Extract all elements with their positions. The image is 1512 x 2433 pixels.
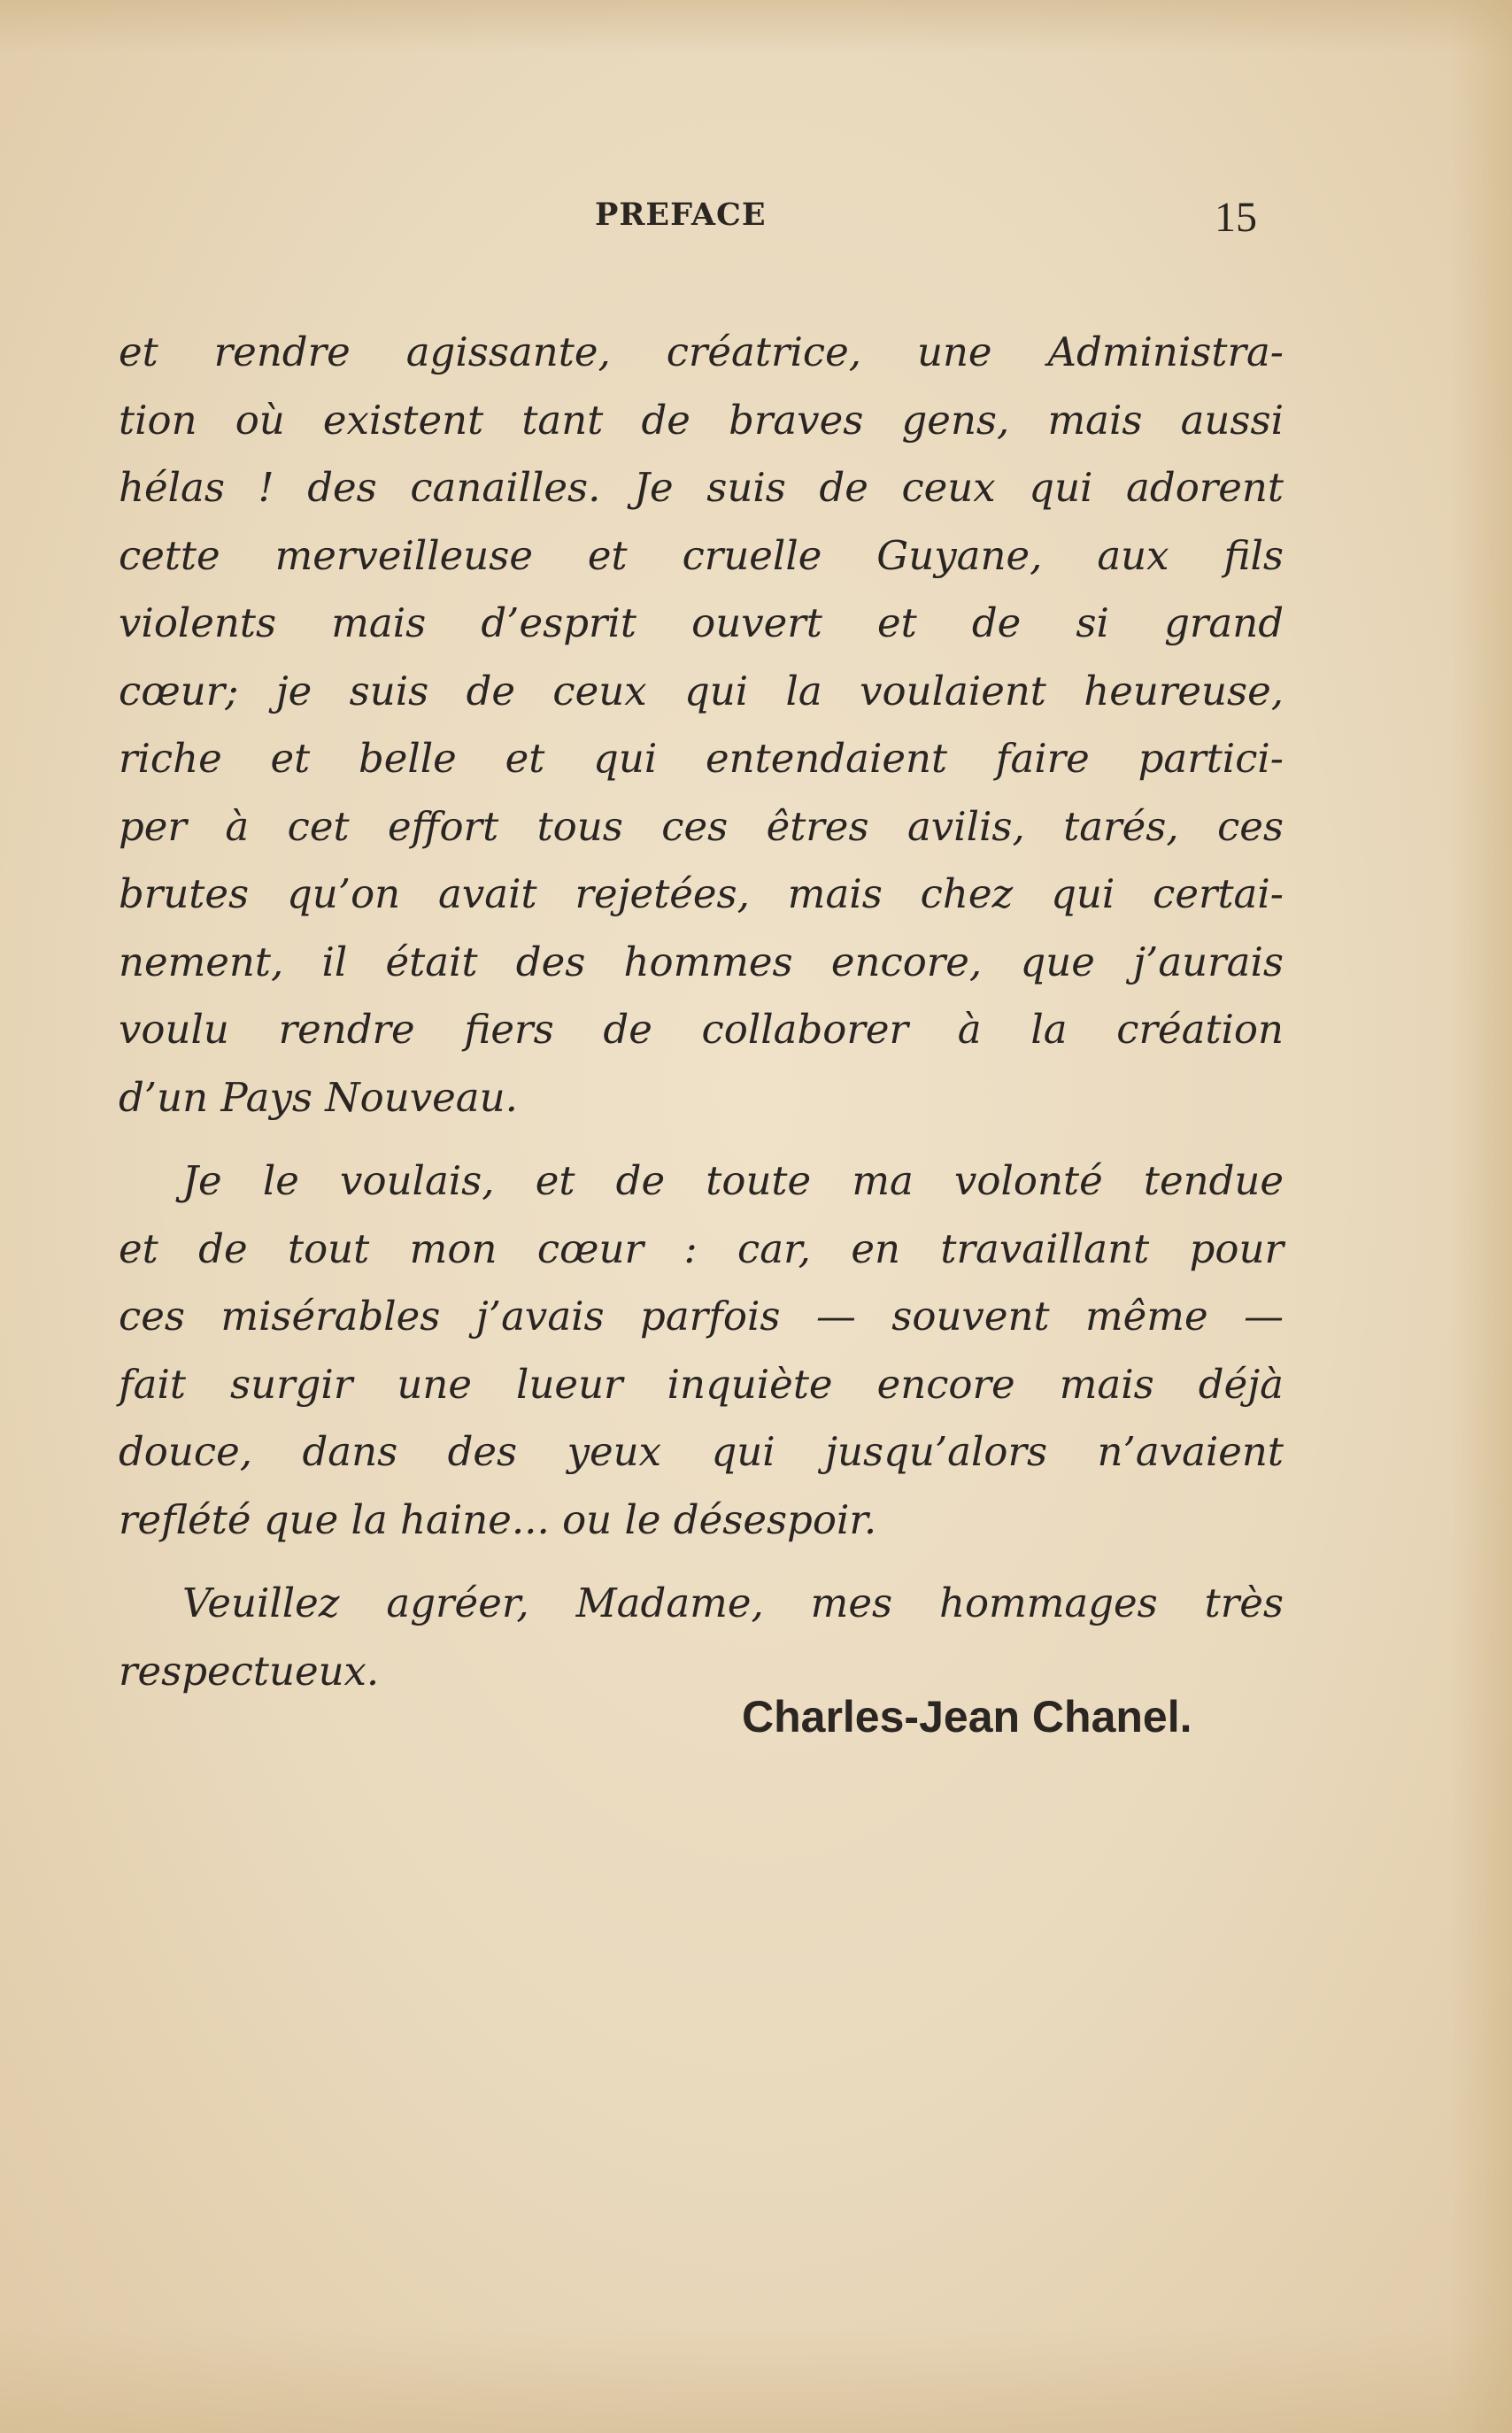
text-line: respectueux. (119, 1647, 380, 1695)
paragraph-gap (119, 1554, 1284, 1570)
text-line: Je le voulais, et de toute ma volonté tendue (182, 1157, 1284, 1204)
page-edge-shadow-bottom (0, 2327, 1512, 2433)
text-line: et de tout mon cœur : car, en travaillant pour (119, 1224, 1284, 1272)
page-edge-shadow-top (0, 0, 1512, 53)
text-line: d’un Pays Nouveau. (119, 1073, 518, 1121)
text-line: reflété que la haine... ou le désespoir. (119, 1495, 877, 1543)
text-line: fait surgir une lueur inquiète encore mais déjà (119, 1360, 1284, 1408)
text-line: cette merveilleuse et cruelle Guyane, aux fils (119, 531, 1284, 579)
text-line: voulu rendre fiers de collaborer à la création (119, 1006, 1284, 1053)
text-line: nement, il était des hommes encore, que j’aurais (119, 938, 1284, 985)
body-text (119, 319, 1284, 1705)
page-edge-shadow-right (1450, 0, 1512, 2433)
text-line: brutes qu’on avait rejetées, mais chez qui certai- (119, 870, 1284, 917)
paragraph-gap (119, 1132, 1284, 1147)
text-line: Veuillez agréer, Madame, mes hommages très (182, 1580, 1284, 1626)
text-line: tion où existent tant de braves gens, mais aussi (119, 396, 1284, 444)
text-line: riche et belle et qui entendaient faire partici- (119, 735, 1284, 782)
running-title: PREFACE (595, 197, 767, 233)
paragraph (119, 1570, 1284, 1705)
text-line: per à cet effort tous ces êtres avilis, tarés, ces (119, 802, 1284, 850)
text-line: ces misérables j’avais parfois — souvent même — (119, 1293, 1284, 1340)
text-line: violents mais d’esprit ouvert et de si grand (119, 599, 1284, 646)
text-line: hélas ! des canailles. Je suis de ceux qui adorent (119, 464, 1284, 511)
text-line: cœur; je suis de ceux qui la voulaient heureuse, (119, 667, 1284, 714)
paragraph (119, 319, 1284, 1132)
page-number: 15 (1215, 194, 1257, 241)
paragraph (119, 1147, 1284, 1554)
text-line: douce, dans des yeux qui jusqu’alors n’avaient (119, 1428, 1284, 1475)
text-line: et rendre agissante, créatrice, une Administra- (119, 328, 1284, 375)
signature: Charles-Jean Chanel. (742, 1692, 1192, 1742)
